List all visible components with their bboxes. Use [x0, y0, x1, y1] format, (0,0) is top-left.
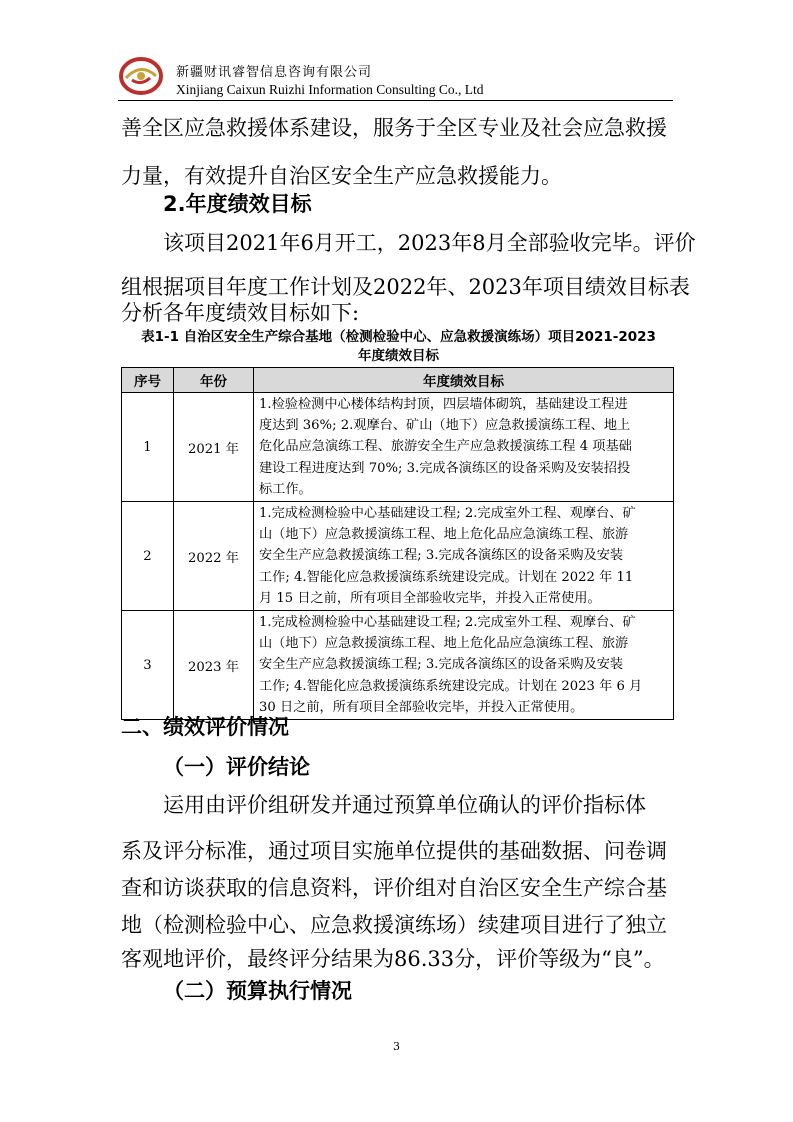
goal-line: 山（地下）应急救援演练工程、地上危化品应急演练工程、旅游: [259, 636, 629, 652]
row-year: 2021 年: [174, 393, 254, 502]
goal-line: 月 15 日之前，所有项目全部验收完毕，并投入正常使用。: [259, 590, 601, 606]
goal-line: 危化品应急演练工程、旅游安全生产应急救援演练工程 4 项基础: [259, 439, 632, 455]
column-header-year: 年份: [174, 368, 254, 393]
paragraph-line: 运用由评价组研发并通过预算单位确认的评价指标体: [163, 793, 646, 817]
table-row: [122, 502, 674, 611]
paragraph-line: 该项目2021年6月开工，2023年8月全部验收完毕。评价: [163, 231, 696, 255]
header-divider: [118, 100, 673, 101]
paragraph-line: 系及评分标准，通过项目实施单位提供的基础数据、问卷调: [121, 839, 667, 863]
goal-line: 度达到 36%; 2.观摩台、矿山（地下）应急救援演练工程、地上: [259, 418, 631, 434]
company-name-cn: 新疆财讯睿智信息咨询有限公司: [176, 65, 373, 80]
column-header-no: 序号: [122, 368, 174, 393]
company-name-en: Xinjiang Caixun Ruizhi Information Consulting Co., Ltd: [176, 82, 484, 97]
row-number: 2: [122, 502, 174, 611]
page-header: [118, 52, 678, 102]
performance-goals-table: [121, 367, 674, 720]
paragraph-line: 善全区应急救援体系建设，服务于全区专业及社会应急救援: [121, 116, 667, 140]
goal-line: 1.检验检测中心楼体结构封顶，四层墙体砌筑，基础建设工程进: [259, 397, 628, 412]
row-number: 3: [122, 611, 174, 720]
table-row: [122, 611, 674, 720]
page-number: 3: [393, 1040, 400, 1053]
goal-line: 工作; 4.智能化应急救援演练系统建设完成。计划在 2022 年 11: [259, 569, 634, 585]
paragraph-line: 力量，有效提升自治区安全生产应急救援能力。: [121, 164, 562, 188]
row-goals: [254, 611, 674, 720]
goal-line: 工作; 4.智能化应急救援演练系统建设完成。计划在 2023 年 6 月: [259, 678, 643, 694]
subsection-heading: （一）评价结论: [163, 755, 310, 779]
paragraph-line: 组根据项目年度工作计划及2022年、2023年项目绩效目标表: [121, 275, 690, 299]
goal-line: 安全生产应急救援演练工程; 3.完成各演练区的设备采购及安装: [259, 548, 624, 564]
row-year: 2023 年: [174, 611, 254, 720]
goal-line: 1.完成检测检验中心基础建设工程; 2.完成室外工程、观摩台、矿: [259, 615, 636, 631]
paragraph-line: 客观地评价，最终评分结果为86.33分，评价等级为“良”。: [121, 947, 665, 971]
row-number: 1: [122, 393, 174, 502]
goal-line: 标工作。: [259, 481, 312, 497]
row-goals: [254, 393, 674, 502]
table-caption-line: 年度绩效目标: [358, 348, 439, 364]
goal-line: 山（地下）应急救援演练工程、地上危化品应急演练工程、旅游: [259, 527, 629, 543]
goal-line: 建设工程进度达到 70%; 3.完成各演练区的设备采购及安装招投: [259, 460, 631, 476]
goal-line: 安全生产应急救援演练工程; 3.完成各演练区的设备采购及安装: [259, 657, 624, 673]
table-row: [122, 393, 674, 502]
table-caption-line: 表1-1 自治区安全生产综合基地（检测检验中心、应急救援演练场）项目2021-2023: [141, 329, 656, 345]
heading-annual-goals: 2.年度绩效目标: [163, 192, 312, 216]
goal-line: 30 日之前，所有项目全部验收完毕，并投入正常使用。: [259, 699, 584, 715]
subsection-heading: （二）预算执行情况: [163, 979, 352, 1003]
row-goals: [254, 502, 674, 611]
paragraph-line: 地（检测检验中心、应急救援演练场）续建项目进行了独立: [121, 913, 667, 937]
goal-line: 1.完成检测检验中心基础建设工程; 2.完成室外工程、观摩台、矿: [259, 506, 636, 522]
column-header-goals: 年度绩效目标: [254, 368, 674, 393]
row-year: 2022 年: [174, 502, 254, 611]
paragraph-line: 查和访谈获取的信息资料，评价组对自治区安全生产综合基: [121, 876, 667, 900]
section-heading: 二、绩效评价情况: [121, 715, 289, 739]
paragraph-line: 分析各年度绩效目标如下:: [121, 301, 360, 325]
company-logo-icon: [118, 56, 164, 96]
table-caption: [121, 328, 676, 366]
